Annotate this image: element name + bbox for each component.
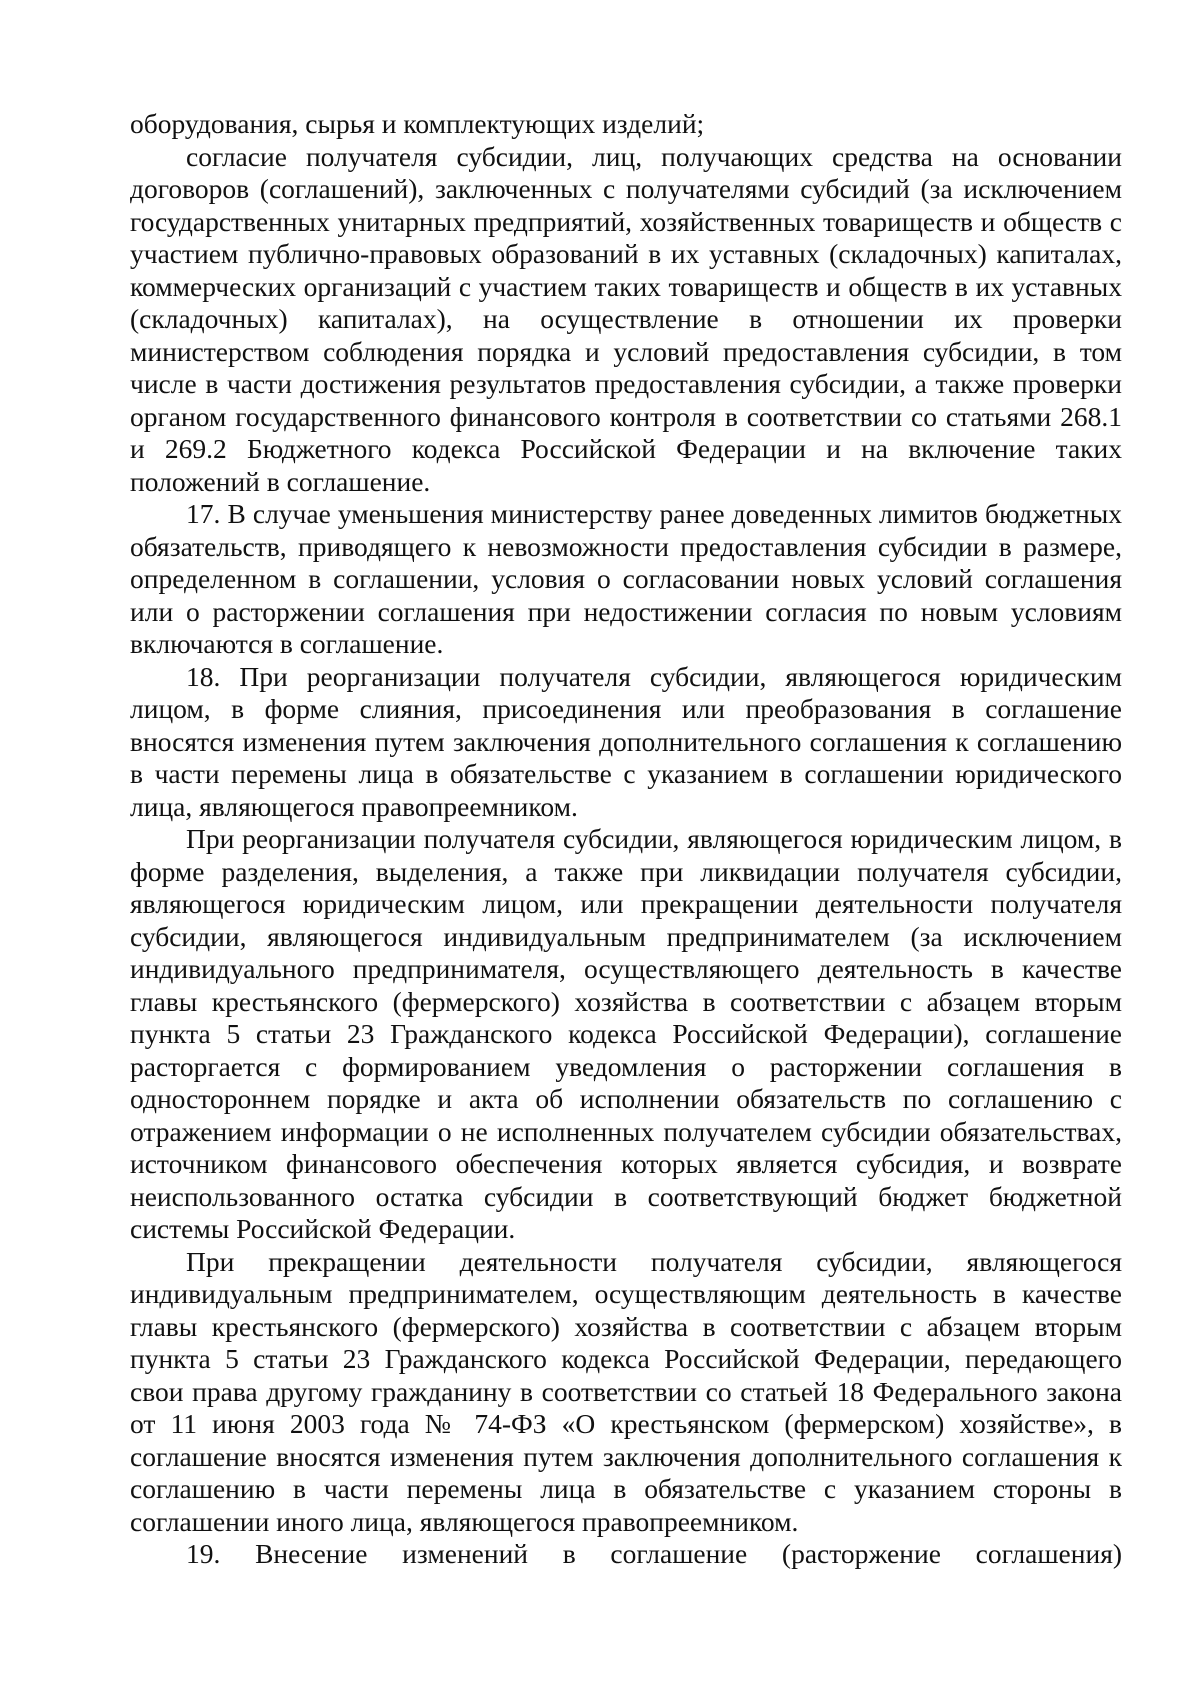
paragraph-19: 19. Внесение изменений в соглашение (расторжение соглашения) <box>186 1538 1122 1569</box>
paragraph-continuation: оборудования, сырья и комплектующих изделий; <box>130 108 705 139</box>
paragraph-consent: согласие получателя субсидии, лиц, получающих средства на основании договоров (соглашений), заключенных с получателями субсидий (за исключением государственных унитарных предприятий, хозяйственных товариществ и обществ с участием публично-правовых образований в их уставных (складочных) капиталах, коммерческих организаций с участием таких товариществ и обществ в их уставных (складочных) капиталах), на осуществление в отношении их проверки министерством соблюдения порядка и условий предоставления субсидии, в том числе в части достижения результатов предоставления субсидии, а также проверки органом государственного финансового контроля в соответствии со статьями 268.1 и 269.2 Бюджетного кодекса Российской Федерации и на включение таких положений в соглашение. <box>130 140 1122 497</box>
paragraph-17: 17. В случае уменьшения министерству ранее доведенных лимитов бюджетных обязательств, приводящего к невозможности предоставления субсидии в размере, определенном в соглашении, условия о согласовании новых условий соглашения или о расторжении соглашения при недостижении согласия по новым условиям включаются в соглашение. <box>130 498 1122 659</box>
paragraph-18: 18. При реорганизации получателя субсидии, являющегося юридическим лицом, в форме слияния, присоединения или преобразования в соглашение вносятся изменения путем заключения дополнительного соглашения к соглашению в части перемены лица в обязательстве с указанием в соглашении юридического лица, являющегося правопреемником. <box>130 660 1122 822</box>
paragraph-reorganization: При реорганизации получателя субсидии, являющегося юридическим лицом, в форме разделения, выделения, а также при ликвидации получателя субсидии, являющегося юридическим лицом, или прекращении деятельности получателя субсидии, являющегося индивидуальным предпринимателем (за исключением индивидуального предпринимателя, осуществляющего деятельность в качестве главы крестьянского (фермерского) хозяйства в соответствии с абзацем вторым пункта 5 статьи 23 Гражданского кодекса Российской Федерации), соглашение расторгается с формированием уведомления о расторжении соглашения в одностороннем порядке и акта об исполнении обязательств по соглашению с отражением информации о не исполненных получателем субсидии обязательствах, источником финансового обеспечения которых является субсидия, и возврате неиспользованного остатка субсидии в соответствующий бюджет бюджетной системы Российской Федерации. <box>130 823 1122 1244</box>
document-page <box>130 108 1122 1571</box>
paragraph-termination: При прекращении деятельности получателя субсидии, являющегося индивидуальным предпринимателем, осуществляющим деятельность в качестве главы крестьянского (фермерского) хозяйства в соответствии с абзацем вторым пункта 5 статьи 23 Гражданского кодекса Российской Федерации, передающего свои права другому гражданину в соответствии со статьей 18 Федерального закона от 11 июня 2003 года № 74-ФЗ «О крестьянском (фермерском) хозяйстве», в соглашение вносятся изменения путем заключения дополнительного соглашения к соглашению в части перемены лица в обязательстве с указанием стороны в соглашении иного лица, являющегося правопреемником. <box>130 1245 1122 1537</box>
